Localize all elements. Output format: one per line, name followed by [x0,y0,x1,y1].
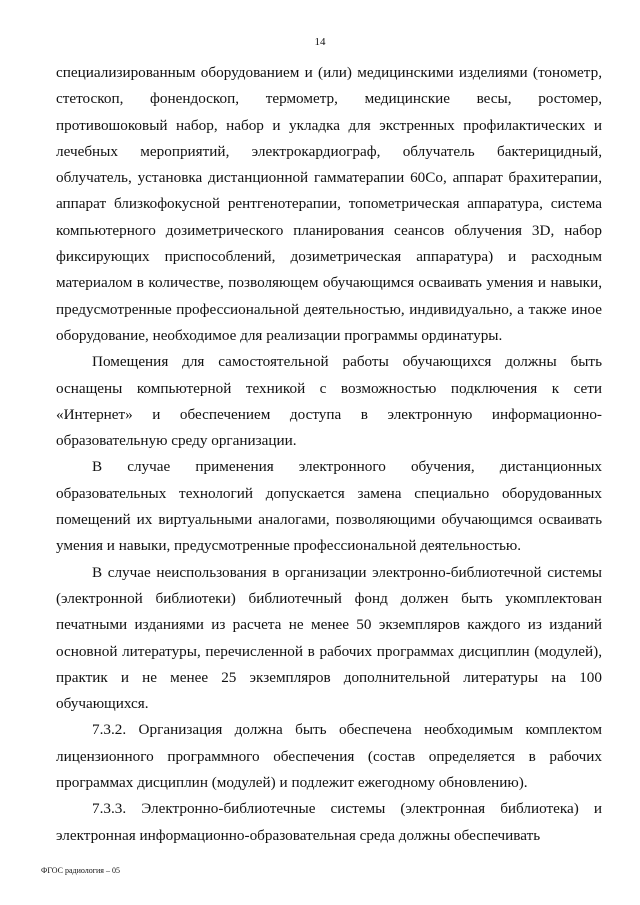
paragraph-7-3-3: 7.3.3. Электронно-библиотечные системы (электронная библиотека) и электронная информационно-образовательная среда должны обеспечивать [56,800,602,844]
paragraph-self-study-rooms: Помещения для самостоятельной работы обучающихся должны быть оснащены компьютерной техникой с возможностью подключения к сети «Интернет» и обеспечением доступа в электронную информационно-образовательную среду организации. [56,353,602,450]
page-footer: ФГОС радиология – 05 [41,866,120,875]
paragraph-equipment-list: специализированным оборудованием и (или) медицинскими изделиями (тонометр, стетоскоп, фонендоскоп, термометр, медицинские весы, ростомер, противошоковый набор, набор и укладка для экстренных профилактических и лечебных мероприятий, электрокардиограф, облучатель бактерицидный, облучатель, установка дистанционной гамматерапии 60Со, аппарат брахитерапии, аппарат близкофокусной рентгенотерапии, топометрическая аппаратура, система компьютерного дозиметрического планирования сеансов облучения 3D, набор фиксирующих приспособлений, дозиметрическая аппаратура) и расходным материалом в количестве, позволяющем обучающимся осваивать умения и навыки, предусмотренные профессиональной деятельностью, индивидуально, а также иное оборудование, необходимое для реализации программы ординатуры. [56,64,602,344]
document-body [56,60,602,849]
paragraph-7-3-2: 7.3.2. Организация должна быть обеспечена необходимым комплектом лицензионного программного обеспечения (состав определяется в рабочих программах дисциплин (модулей) и подлежит ежегодному обновлению). [56,721,602,792]
page-number: 14 [314,36,326,48]
paragraph-e-learning: В случае применения электронного обучения, дистанционных образовательных технологий допускается замена специально оборудованных помещений их виртуальными аналогами, позволяющими обучающимся осваивать умения и навыки, предусмотренные профессиональной деятельностью. [56,458,602,555]
paragraph-library-fund: В случае неиспользования в организации электронно-библиотечной системы (электронной библиотеки) библиотечный фонд должен быть укомплектован печатными изданиями из расчета не менее 50 экземпляров каждого из изданий основной литературы, перечисленной в рабочих программах дисциплин (модулей), практик и не менее 25 экземпляров дополнительной литературы на 100 обучающихся. [56,563,602,713]
